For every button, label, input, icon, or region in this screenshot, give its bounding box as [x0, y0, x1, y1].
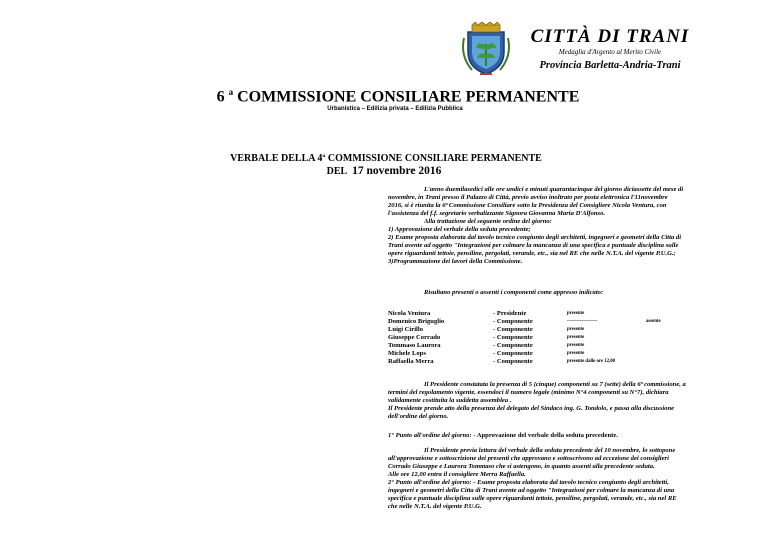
member-name: Giuseppe Corrado	[388, 334, 441, 341]
quorum-line: dell'ordine del giorno.	[388, 413, 449, 420]
member-absent: assente	[646, 319, 661, 324]
intro-paragraph	[388, 186, 756, 266]
closing-line: 2° Punto all'ordine del giorno: - Esame proposta elaborata dal tavolo tecnico congiunto degli architetti,	[388, 479, 669, 486]
point-1-text: - Approvazione del verbale della seduta precedente.	[473, 432, 618, 439]
table-row	[388, 358, 758, 366]
table-row	[388, 334, 758, 342]
member-role: - Componente	[493, 342, 533, 349]
closing-line: che nelle N.T.A. del vigente P.U.G.	[388, 503, 482, 510]
province-name: Provincia Barletta-Andria-Trani	[539, 60, 681, 71]
member-present: presente	[567, 327, 585, 332]
commission-title	[0, 87, 768, 106]
closing-line: ingegneri e geometri della Citta di Trani avente ad oggetto "Integrazioni per colmare la mancanza di una	[388, 487, 675, 494]
intro-line: l'assistenza del f.f. segretario verbalizzante Signora Giovanna Maria D'Alfonso.	[388, 210, 606, 217]
verbale-date-prefix: DEL	[326, 166, 348, 177]
members-table	[388, 310, 758, 374]
agenda-item: 1) Approvazione del verbale della seduta precedente;	[388, 226, 531, 233]
member-name: Domenico Briguglio	[388, 318, 445, 325]
member-present: -------------------	[567, 319, 598, 324]
table-row	[388, 326, 758, 334]
agenda-item: opere riguardanti tettoie, pensiline, pergolati, verande, etc., sia nel RE che nelle N.T.A. del vigente P.U.G.;	[388, 250, 676, 257]
table-row	[388, 310, 758, 318]
quorum-line: Il Presidente constatata la presenza di 5 (cinque) componenti su 7 (sette) della 6ª commissione, a	[424, 381, 686, 388]
member-present: presente	[567, 351, 585, 356]
closing-line: Alle ore 12,00 entra il consigliere Merra Raffaella.	[388, 471, 526, 478]
quorum-line: Il Presidente prende atto della presenza del delegato del Sindaco ing. G. Tondolo, e passa alla discussione	[388, 405, 675, 412]
commission-subtitle: Urbanistica – Edilizia privata – Edilizia Pubblica	[327, 106, 463, 112]
member-role: - Presidente	[493, 310, 527, 317]
member-present: presente	[567, 343, 585, 348]
member-present: presente	[567, 335, 585, 340]
point-1-heading	[388, 432, 756, 440]
member-present: presente	[567, 311, 585, 316]
city-crest-icon	[458, 22, 514, 78]
quorum-line: validamente costituita la suddetta assemblea .	[388, 397, 512, 404]
intro-line: Alla trattazione del seguente ordine del giorno:	[424, 218, 552, 225]
verbale-title: VERBALE DELLA 4ª COMMISSIONE CONSILIARE PERMANENTE	[230, 153, 542, 164]
member-role: - Componente	[493, 326, 533, 333]
closing-line: Il Presidente previa lettura del verbale della seduta precedente del 10 novembre, lo sottopone	[424, 447, 676, 454]
attendance-intro	[388, 289, 756, 297]
member-present: presente dalle ore 12,00	[567, 359, 616, 364]
verbale-date-line	[0, 165, 768, 177]
closing-line: Corrado Giuseppe e Laurora Tommaso che si astengono, in quanto assenti alla precedente seduta.	[388, 463, 655, 470]
closing-line: specifica e puntuale disciplina sulle opere riguardanti tettoie, pensiline, pergolati, verande, etc., sia nel RE	[388, 495, 677, 502]
agenda-item: 3)Programmazione dei lavori della Commissione.	[388, 258, 523, 265]
commission-name: COMMISSIONE CONSILIARE PERMANENTE	[237, 88, 580, 106]
agenda-item: 2) Esame proposta elaborata dal tavolo tecnico congiunto degli architetti, ingegneri e geometri della Citta di	[388, 234, 682, 241]
member-role: - Componente	[493, 358, 533, 365]
medal-caption: Medaglia d'Argento al Merito Civile	[558, 48, 662, 56]
closing-line: all'approvazione e sottoscrizione dei presenti che approvano e sottoscrivono ad eccezione dei consiglieri	[388, 455, 669, 462]
member-role: - Componente	[493, 350, 533, 357]
member-name: Raffaella Merra	[388, 358, 434, 365]
commission-number: 6	[216, 88, 225, 106]
closing-paragraph	[388, 447, 756, 511]
member-name: Luigi Cirillo	[388, 326, 423, 333]
intro-line: novembre, in Trani presso il Palazzo di Città, previo avviso inoltrato per posta elettronica l'11novembre	[388, 194, 668, 201]
commission-number-sup: a	[228, 87, 234, 97]
intro-line: L'anno duemilasedici alle ore undici e minuti quarantacinque del giorno diciassette del mese di	[424, 186, 684, 193]
point-1-label: 1° Punto all'ordine del giorno:	[388, 432, 472, 439]
member-role: - Componente	[493, 334, 533, 341]
member-role: - Componente	[493, 318, 533, 325]
agenda-item: Trani avente ad oggetto "Integrazioni per colmare la mancanza di una specifica e puntuale disciplina sulle	[388, 242, 679, 249]
table-row	[388, 350, 758, 358]
member-name: Nicola Ventura	[388, 310, 431, 317]
quorum-line: termini del regolamento vigente, essendoci il numero legale (minimo N°4 componenti su N°7), dichiara	[388, 389, 669, 396]
city-title: CITTÀ DI TRANI	[530, 26, 690, 47]
table-row	[388, 342, 758, 350]
table-row	[388, 318, 758, 326]
attendance-intro-text: Risultano presenti o assenti i componenti come appresso indicato:	[424, 289, 604, 296]
intro-line: 2016, si è riunita la 6ª Commissione Consiliare sotto la Presidenza del Consigliere Nicola Ventura, con	[388, 202, 667, 209]
member-name: Michele Lops	[388, 350, 426, 357]
member-name: Tommaso Laurora	[388, 342, 441, 349]
verbale-date: 17 novembre 2016	[352, 165, 442, 177]
quorum-paragraph	[388, 381, 756, 421]
